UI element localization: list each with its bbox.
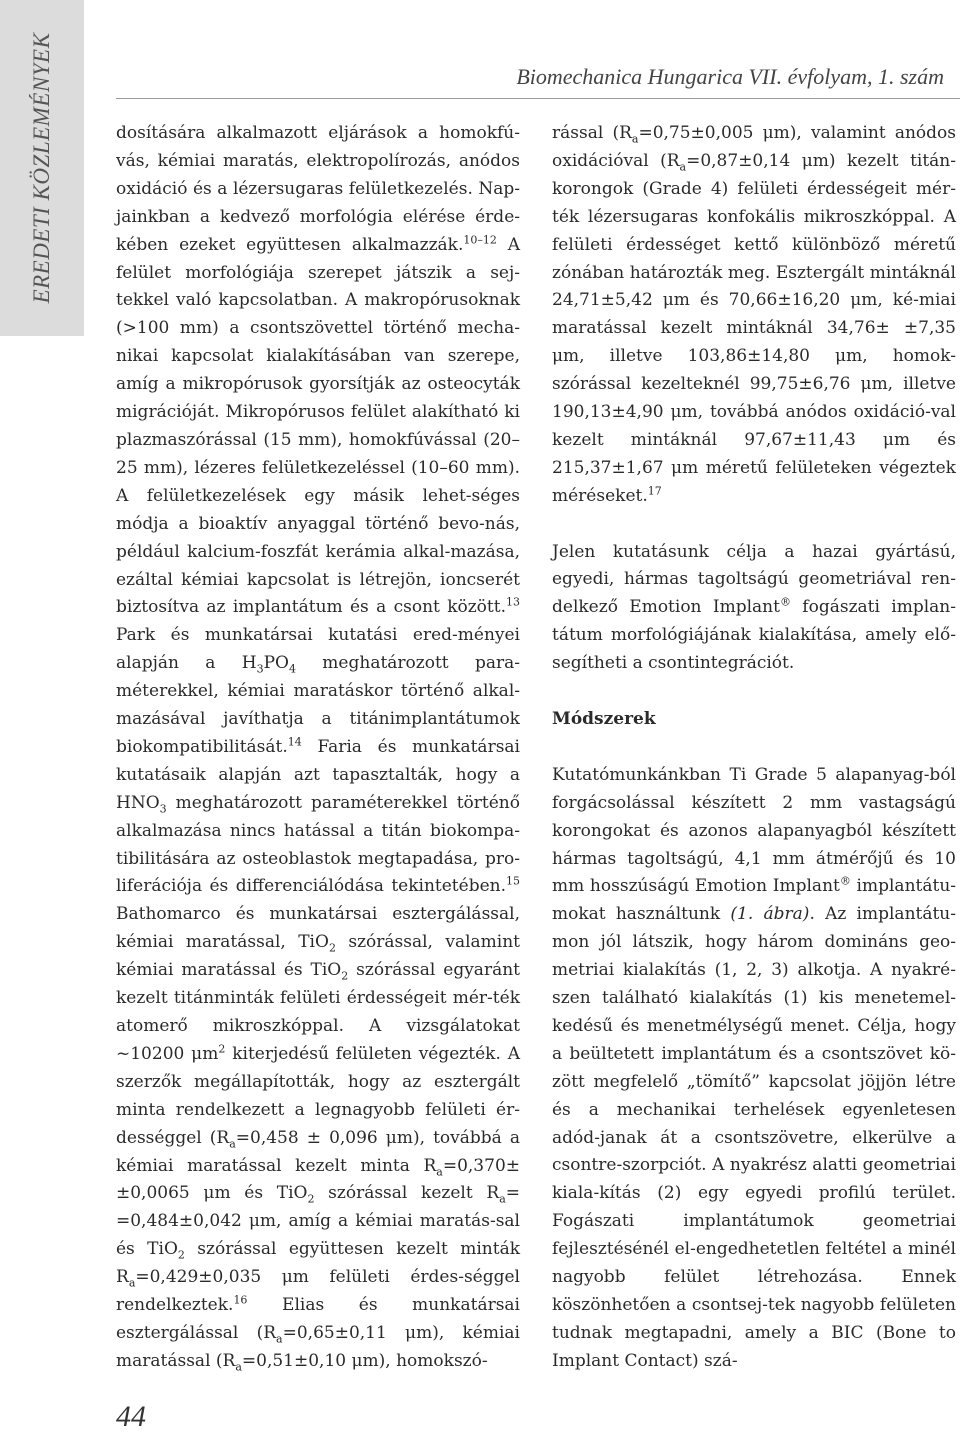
section-heading-methods: Módszerek bbox=[552, 709, 656, 729]
section-tab bbox=[0, 0, 84, 336]
left-column bbox=[116, 120, 520, 1376]
left-column-text: dosítására alkalmazott eljárások a homokfú-vás, kémiai maratás, elektropolírozás, anódos oxidáció és a lézersugaras felületkezelés. Nap-jainkban a kedvező morfológia elérése érde-kében ezeket együttesen alkalmazzák.$^{10-12}$ A felület morfológiája szerepet játszik a sej-tekkel való kapcsolatban. A makropórusoknak (>100 mm) a csontszövettel történő mecha-nikai kapcsolat kialakításában van szerepe, amíg a mikropórusok gyorsítják az osteocyták migrációját. Mikropórusos felület alakítható ki plazmaszórással (15 mm), homokfúvással (20–25 mm), lézeres felületkezeléssel (10–60 mm). A felületkezelések egy másik lehet-séges módja a bioaktív anyaggal történő bevo-nás, például kalcium-foszfát kerámia alkal-mazása, ezáltal kémiai kapcsolat is létrejön, ioncserét biztosítva az implantátum és a csont között.$^{13}$ Park és munkatársai kutatási ered-ményei alapján a $H_3PO_4$ meghatározott para-méterekkel, kémiai maratáskor történő alkal-mazásával javíthatja a titánimplantátumok biokompatibilitását.$^{14}$ Faria és munkatársai kutatásaik alapján azt tapasztalták, hogy a $HNO_3$ meghatározott paraméterekkel történő alkalmazása nincs hatással a titán biokompa-tibilitására az osteoblastok megtapadása, pro-liferációja és differenciálódása tekintetében.$^{15}$ Bathomarco és munkatársai esztergálással, kémiai maratással, TiO$_2$ szórással, valamint kémiai maratással és TiO$_2$ szórással egyaránt kezelt titánminták felületi érdességeit mér-ték atomerő mikroszkóppal. A vizsgálatokat ~10200 $\mu m^2$ kiterjedésű felületen végezték. A szerzők megállapították, hogy az esztergált minta rendelkezett a legnagyobb felületi ér-dességgel ($R_a=0,458 \pm 0,096$ μm), továbbá a kémiai maratással kezelt minta $R_a=0,370\pm \pm 0,0065$ μm és TiO$_2$ szórással kezelt $R_a= =0,484\pm 0,042$ μm, amíg a kémiai maratás-sal és TiO$_2$ szórással együttesen kezelt minták $R_a=0,429\pm 0,035$ μm felületi érdes-séggel rendelkeztek.$^{16}$ Elias és munkatársai esztergálással ($R_a=0,65\pm 0,11$ μm), kémiai maratással ($R_a=0,51\pm 0,10$ μm), homokszó- bbox=[116, 123, 521, 1374]
right-paragraph-2: Jelen kutatásunk célja a hazai gyártású, egyedi, hármas tagoltságú geometriával ren-delkező Emotion Implant® fogászati implan-tátum morfológiájának kialakítása, amely elő-segítheti a csontintegrációt. bbox=[552, 541, 956, 674]
figure-reference: (1. ábra) bbox=[730, 904, 810, 925]
right-paragraph-3: Kutatómunkánkban Ti Grade 5 alapanyag-ból forgácsolással készített 2 mm vastagságú korongokat és azonos alapanyagból készített hármas tagoltságú, 4,1 mm átmérőjű és 10 mm hosszúságú Emotion Implant® implantátu-mokat használtunk (1. ábra). Az implantátu-mon jól látszik, hogy három domináns geo-metriai kialakítás (1, 2, 3) alkotja. A nyakré-szen található kialakítás (1) kis menetemel-kedésű és menetmélységű menet. Célja, hogy a beültetett implantátum és a csontszövet kö-zött megfelelő „tömítő” kapcsolat jöjjön létre és a mechanikai terhelések egyenletesen adód-janak át a csontszövetre, elkerülve a csontre-szorpciót. A nyakrész alatti geometriai kiala-kítás (2) egy egyedi profilú terület. Fogászati implantátumok geometriai fejlesztésénél el-engedhetetlen feltétel a minél nagyobb felület létrehozása. Ennek köszönhetően a csontsej-tek nagyobb felületen tudnak megtapadni, amely a BIC (Bone to Implant Contact) szá- bbox=[552, 764, 957, 1371]
section-tab-label: EREDETI KÖZLEMÉNYEK bbox=[29, 32, 54, 304]
right-paragraph-1: rással ($R_a=0,75\pm 0,005$ μm), valamint anódos oxidációval ($R_a=0,87\pm 0,14$ μm) kezelt titán-korongok (Grade 4) felületi érdességeit mér-ték lézersugaras konfokális mikroszkóppal. A felületi érdességet kettő különböző méretű zónában határozták meg. Esztergált mintáknál 24,71±5,42 μm és 70,66±16,20 μm, ké-miai maratással kezelt mintáknál 34,76± ±7,35 μm, illetve 103,86±14,80 μm, homok-szórással kezelteknél 99,75±6,76 μm, illetve 190,13±4,90 μm, továbbá anódos oxidáció-val kezelt mintáknál 97,67±11,43 μm és 215,37±1,67 μm méretű felületeken végeztek méréseket.$^{17}$ bbox=[552, 123, 957, 506]
journal-header: Biomechanica Hungarica VII. évfolyam, 1. szám bbox=[516, 64, 944, 89]
right-column bbox=[552, 120, 956, 1376]
header-rule bbox=[116, 98, 960, 99]
page-number: 44 bbox=[116, 1400, 146, 1433]
